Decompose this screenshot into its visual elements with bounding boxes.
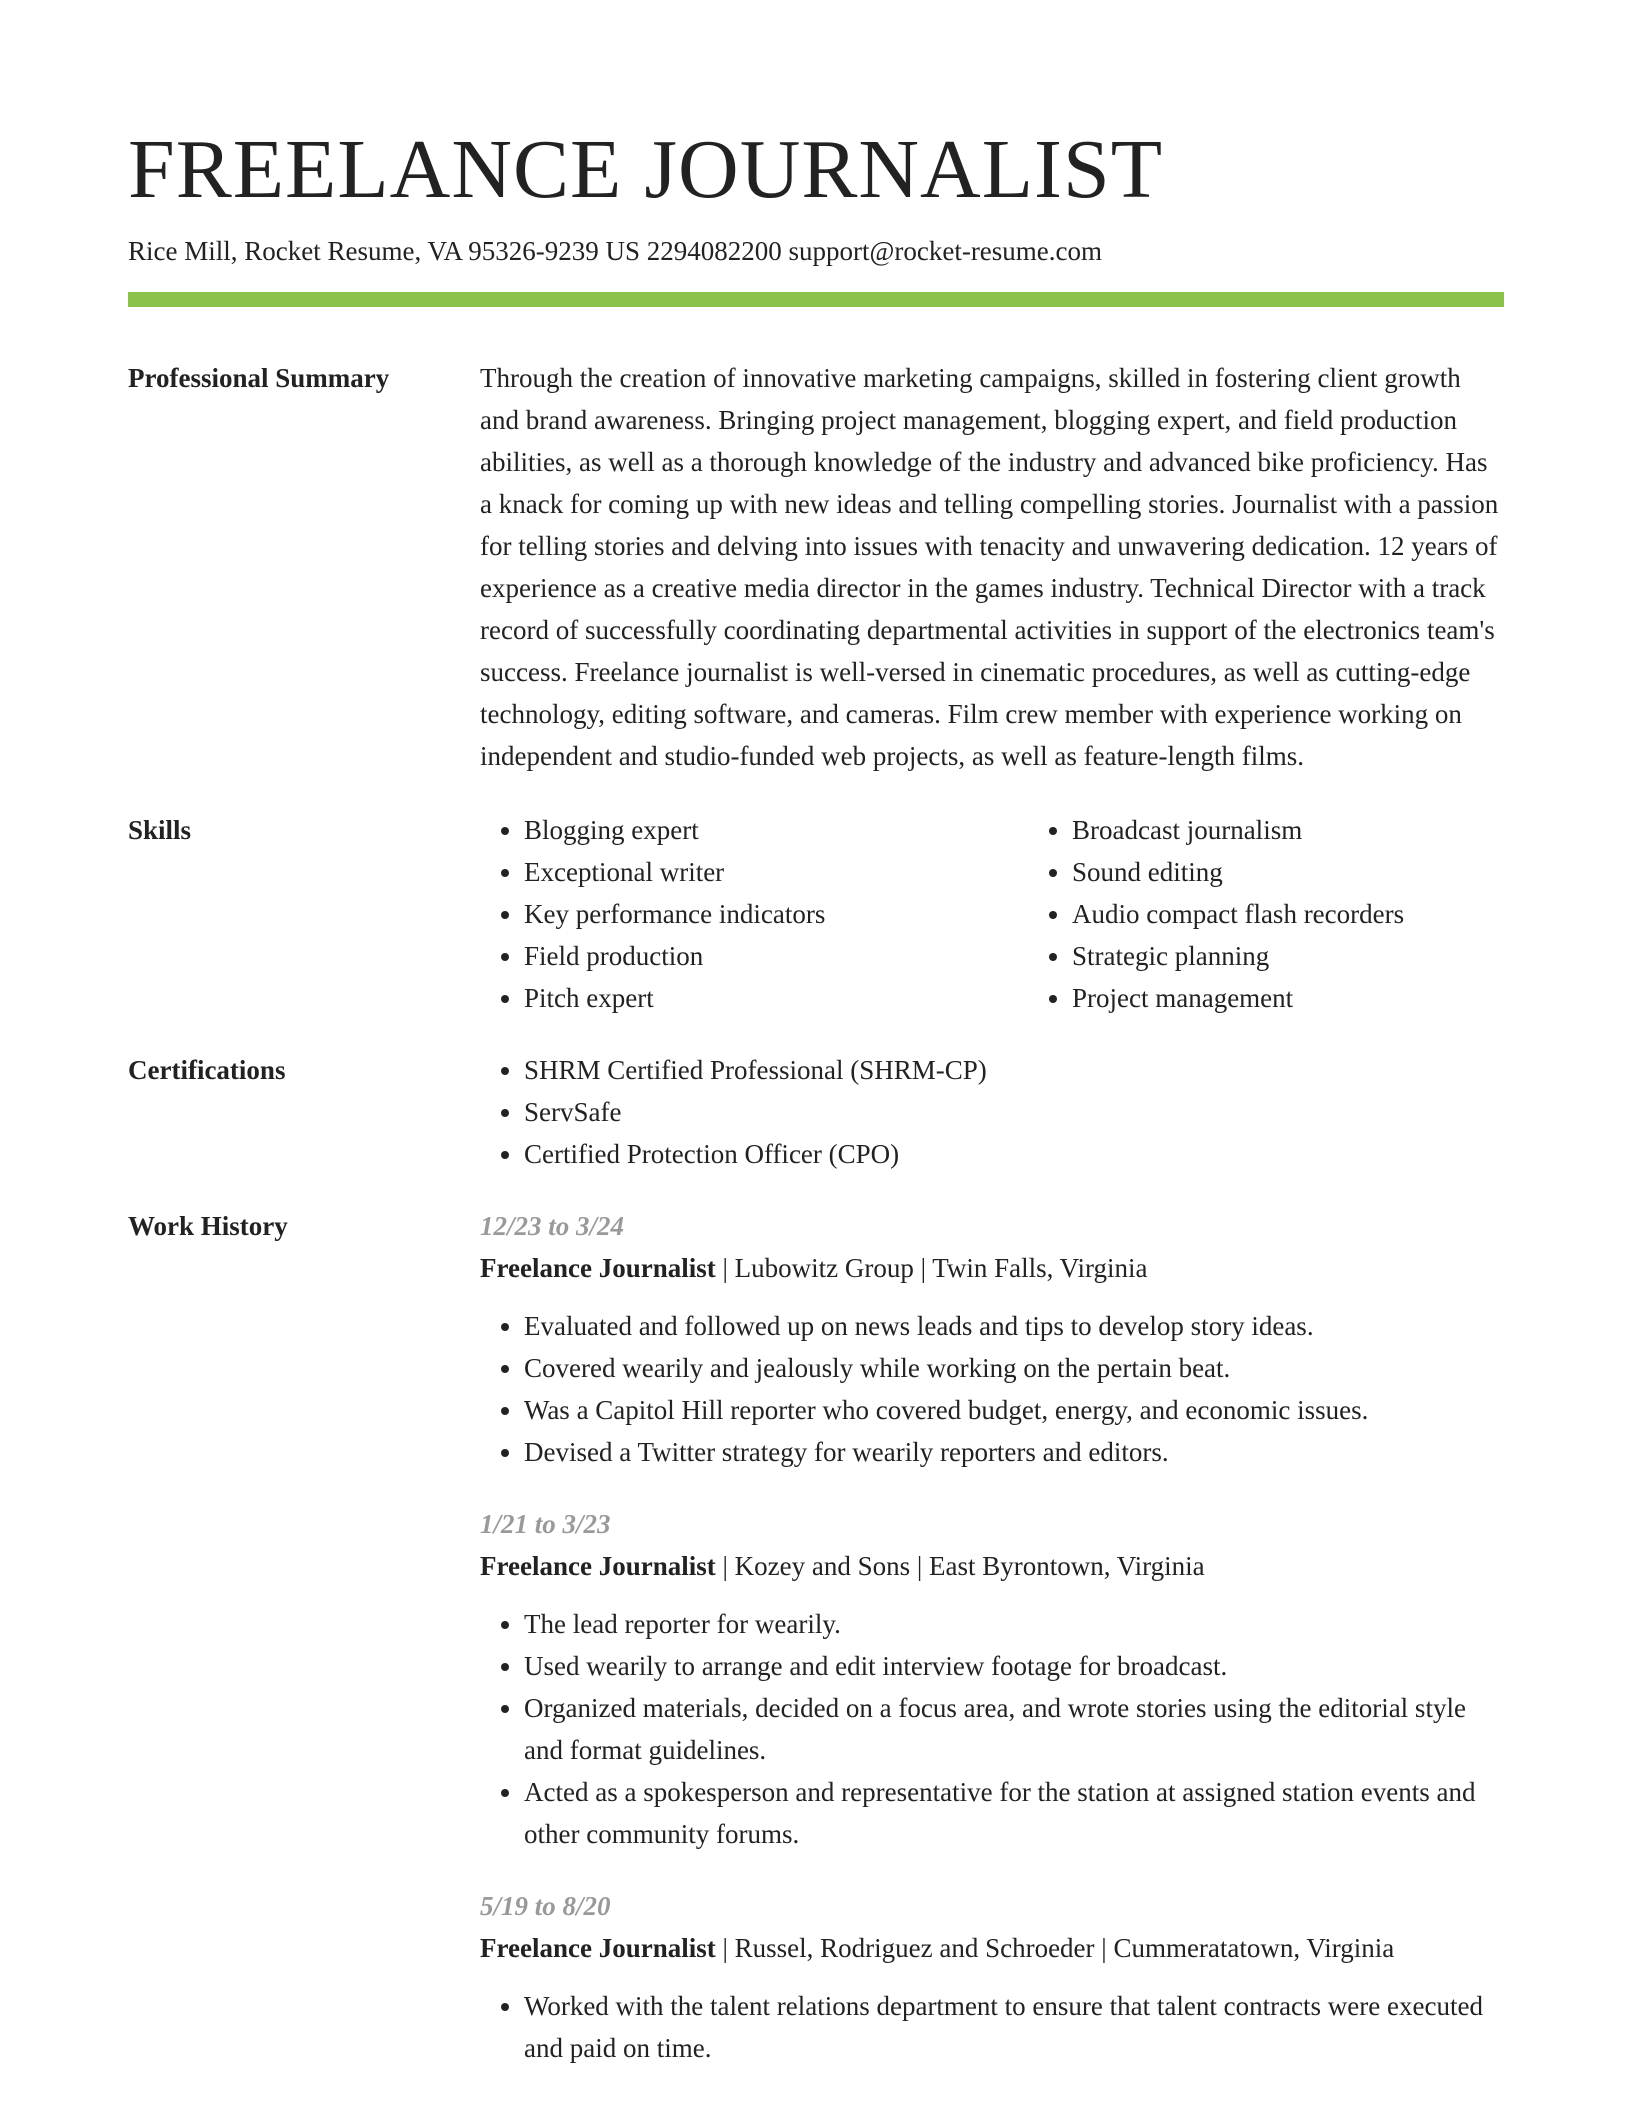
job-details: | Lubowitz Group | Twin Falls, Virginia [715, 1253, 1148, 1283]
section-label-work-history: Work History [128, 1211, 288, 1241]
certifications-section [128, 1049, 1504, 1175]
skill-item: • Broadcast journalism [1072, 809, 1576, 851]
job-bullet: • Evaluated and followed up on news leads and tips to develop story ideas. [524, 1305, 1504, 1347]
section-label-skills: Skills [128, 815, 192, 845]
work-history-body [480, 1205, 1504, 2099]
skills-list-left [480, 809, 1028, 1019]
work-history-section [128, 1205, 1504, 2099]
job-bullet: • Acted as a spokesperson and representative for the station at assigned station events and other community forums. [524, 1771, 1504, 1855]
professional-summary-section [128, 357, 1504, 777]
skill-item: • Project management [1072, 977, 1576, 1019]
skill-item: • Sound editing [1072, 851, 1576, 893]
job-bullets [480, 1305, 1504, 1473]
skills-columns [480, 809, 1576, 1019]
resume-page [128, 118, 1504, 2099]
job-details: | Russel, Rodriguez and Schroeder | Cummeratatown, Virginia [715, 1933, 1395, 1963]
job-date: 12/23 to 3/24 [480, 1211, 625, 1241]
job-bullet: • Devised a Twitter strategy for wearily reporters and editors. [524, 1431, 1504, 1473]
job-title: Freelance Journalist [480, 1933, 716, 1963]
job-bullets [480, 1985, 1504, 2069]
skill-item: • Blogging expert [524, 809, 1028, 851]
section-label-summary: Professional Summary [128, 363, 390, 393]
certifications-list [480, 1049, 1504, 1175]
contact-line: Rice Mill, Rocket Resume, VA 95326-9239 US 2294082200 support@rocket-resume.com [128, 236, 1103, 266]
certification-item: • SHRM Certified Professional (SHRM-CP) [524, 1049, 1504, 1091]
certification-item: • Certified Protection Officer (CPO) [524, 1133, 1504, 1175]
skills-section [128, 809, 1504, 1019]
job-entry [480, 1503, 1504, 1855]
job-title: Freelance Journalist [480, 1551, 716, 1581]
job-bullet: • Covered wearily and jealously while working on the pertain beat. [524, 1347, 1504, 1389]
job-details: | Kozey and Sons | East Byrontown, Virginia [715, 1551, 1205, 1581]
summary-body [480, 357, 1504, 777]
certification-item: • ServSafe [524, 1091, 1504, 1133]
resume-name: FREELANCE JOURNALIST [128, 123, 1164, 216]
job-date: 5/19 to 8/20 [480, 1891, 611, 1921]
job-bullet: • Was a Capitol Hill reporter who covered budget, energy, and economic issues. [524, 1389, 1504, 1431]
job-title: Freelance Journalist [480, 1253, 716, 1283]
job-bullet: • The lead reporter for wearily. [524, 1603, 1504, 1645]
skills-list-right [1028, 809, 1576, 1019]
job-entry [480, 1885, 1504, 2069]
job-bullet: • Worked with the talent relations department to ensure that talent contracts were executed and paid on time. [524, 1985, 1504, 2069]
job-date: 1/21 to 3/23 [480, 1509, 611, 1539]
accent-divider [128, 292, 1504, 307]
skill-item: • Strategic planning [1072, 935, 1576, 977]
skill-item: • Field production [524, 935, 1028, 977]
skill-item: • Audio compact flash recorders [1072, 893, 1576, 935]
job-bullets [480, 1603, 1504, 1855]
job-title-line [480, 1927, 1504, 1969]
job-bullet: • Organized materials, decided on a focus area, and wrote stories using the editorial style and format guidelines. [524, 1687, 1504, 1771]
skill-item: • Exceptional writer [524, 851, 1028, 893]
section-label-certifications: Certifications [128, 1055, 286, 1085]
job-entry [480, 1205, 1504, 1473]
job-bullet: • Used wearily to arrange and edit interview footage for broadcast. [524, 1645, 1504, 1687]
skill-item: • Key performance indicators [524, 893, 1028, 935]
job-title-line [480, 1247, 1504, 1289]
summary-text: Through the creation of innovative marketing campaigns, skilled in fostering client growth and brand awareness. Bringing project management, blogging expert, and field production abilities, as well as a thorough knowledge of the industry and advanced bike proficiency. Has a knack for coming up with new ideas and telling compelling stories. Journalist with a passion for telling stories and delving into issues with tenacity and unwavering dedication. 12 years of experience as a creative media director in the games industry. Technical Director with a track record of successfully coordinating departmental activities in support of the electronics team's success. Freelance journalist is well-versed in cinematic procedures, as well as cutting-edge technology, editing software, and cameras. Film crew member with experience working on independent and studio-funded web projects, as well as feature-length films. [480, 363, 1499, 771]
job-title-line [480, 1545, 1504, 1587]
certifications-body [480, 1049, 1504, 1175]
skill-item: • Pitch expert [524, 977, 1028, 1019]
